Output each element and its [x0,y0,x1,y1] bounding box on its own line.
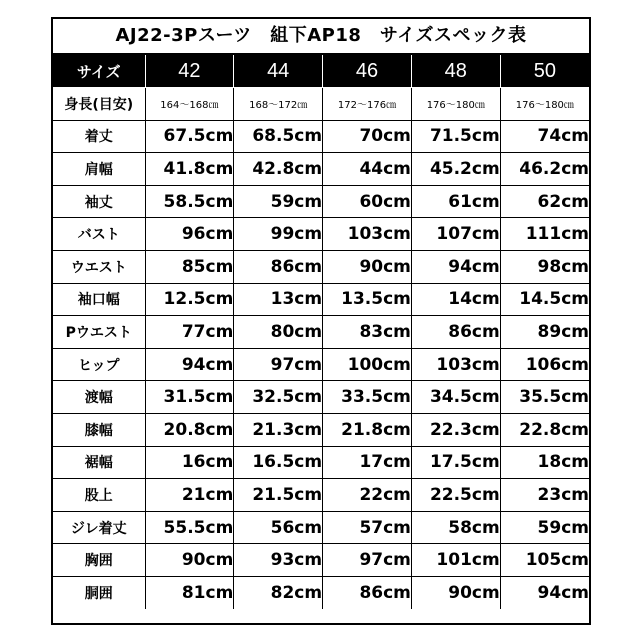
height-cell: 168～172㎝ [234,88,323,121]
measurement-cell: 101cm [411,544,500,577]
table-row [53,185,589,218]
measurement-cell: 20.8cm [145,414,234,447]
measurement-cell: 103cm [411,348,500,381]
measurement-cell: 45.2cm [411,153,500,186]
measurement-cell: 94cm [411,251,500,284]
measurement-cell: 90cm [323,251,412,284]
measurement-cell: 62cm [500,185,589,218]
measurement-cell: 13cm [234,283,323,316]
measurement-cell: 99cm [234,218,323,251]
measurement-cell: 61cm [411,185,500,218]
row-label: ヒップ [53,348,145,381]
measurement-cell: 59cm [500,511,589,544]
measurement-cell: 17.5cm [411,446,500,479]
measurement-cell: 67.5cm [145,120,234,153]
table-row [53,414,589,447]
table-row [53,251,589,284]
size-header-46: 46 [323,55,412,88]
measurement-cell: 105cm [500,544,589,577]
measurement-cell: 44cm [323,153,412,186]
measurement-cell: 34.5cm [411,381,500,414]
measurement-cell: 98cm [500,251,589,284]
measurement-cell: 90cm [145,544,234,577]
size-header-50: 50 [500,55,589,88]
measurement-cell: 41.8cm [145,153,234,186]
height-cell: 176～180㎝ [500,88,589,121]
measurement-cell: 56cm [234,511,323,544]
row-label: Pウエスト [53,316,145,349]
measurement-cell: 68.5cm [234,120,323,153]
measurement-cell: 86cm [323,577,412,610]
measurement-cell: 80cm [234,316,323,349]
measurement-cell: 21.5cm [234,479,323,512]
size-header-42: 42 [145,55,234,88]
table-row [53,479,589,512]
measurement-cell: 97cm [323,544,412,577]
row-label: 身長(目安) [53,88,145,121]
table-row [53,544,589,577]
measurement-cell: 16.5cm [234,446,323,479]
measurement-cell: 59cm [234,185,323,218]
measurement-cell: 93cm [234,544,323,577]
measurement-cell: 14cm [411,283,500,316]
measurement-cell: 71.5cm [411,120,500,153]
row-label: ジレ着丈 [53,511,145,544]
measurement-cell: 97cm [234,348,323,381]
measurement-cell: 83cm [323,316,412,349]
table-row [53,446,589,479]
measurement-cell: 21cm [145,479,234,512]
table-row [53,348,589,381]
measurement-cell: 22cm [323,479,412,512]
measurement-cell: 16cm [145,446,234,479]
row-label: 裾幅 [53,446,145,479]
measurement-cell: 35.5cm [500,381,589,414]
table-row [53,283,589,316]
row-label: 袖丈 [53,185,145,218]
measurement-cell: 58cm [411,511,500,544]
measurement-cell: 85cm [145,251,234,284]
row-label: ウエスト [53,251,145,284]
measurement-cell: 23cm [500,479,589,512]
measurement-cell: 21.3cm [234,414,323,447]
measurement-cell: 57cm [323,511,412,544]
measurement-cell: 90cm [411,577,500,610]
measurement-cell: 70cm [323,120,412,153]
measurement-cell: 12.5cm [145,283,234,316]
height-cell: 172～176㎝ [323,88,412,121]
measurement-cell: 46.2cm [500,153,589,186]
row-label: 着丈 [53,120,145,153]
table-row [53,153,589,186]
measurement-cell: 74cm [500,120,589,153]
size-header-48: 48 [411,55,500,88]
row-label: 肩幅 [53,153,145,186]
measurement-cell: 55.5cm [145,511,234,544]
measurement-cell: 31.5cm [145,381,234,414]
measurement-cell: 96cm [145,218,234,251]
table-row [53,120,589,153]
row-label: 袖口幅 [53,283,145,316]
measurement-cell: 32.5cm [234,381,323,414]
measurement-cell: 22.3cm [411,414,500,447]
measurement-cell: 82cm [234,577,323,610]
table-row [53,381,589,414]
height-cell: 164～168㎝ [145,88,234,121]
table-row [53,316,589,349]
measurement-cell: 81cm [145,577,234,610]
measurement-cell: 17cm [323,446,412,479]
size-spec-table [53,55,589,609]
measurement-cell: 14.5cm [500,283,589,316]
size-header-44: 44 [234,55,323,88]
header-row [53,55,589,88]
table-row [53,577,589,610]
measurement-cell: 86cm [234,251,323,284]
measurement-cell: 89cm [500,316,589,349]
measurement-cell: 58.5cm [145,185,234,218]
measurement-cell: 86cm [411,316,500,349]
measurement-cell: 100cm [323,348,412,381]
table-row [53,511,589,544]
height-cell: 176～180㎝ [411,88,500,121]
size-header-label: サイズ [53,55,145,88]
row-label: 胸囲 [53,544,145,577]
row-label: 膝幅 [53,414,145,447]
measurement-cell: 106cm [500,348,589,381]
row-label: 胴囲 [53,577,145,610]
row-label: 渡幅 [53,381,145,414]
measurement-cell: 21.8cm [323,414,412,447]
measurement-cell: 22.5cm [411,479,500,512]
sheet-title: AJ22-3Pスーツ 組下AP18 サイズスペック表 [53,19,589,55]
size-spec-sheet [51,17,591,625]
measurement-cell: 13.5cm [323,283,412,316]
measurement-cell: 107cm [411,218,500,251]
measurement-cell: 22.8cm [500,414,589,447]
measurement-cell: 42.8cm [234,153,323,186]
measurement-cell: 94cm [145,348,234,381]
measurement-cell: 18cm [500,446,589,479]
table-row [53,218,589,251]
measurement-cell: 94cm [500,577,589,610]
measurement-cell: 111cm [500,218,589,251]
measurement-cell: 77cm [145,316,234,349]
measurement-cell: 103cm [323,218,412,251]
row-label: 股上 [53,479,145,512]
row-label: バスト [53,218,145,251]
height-row [53,88,589,121]
measurement-cell: 60cm [323,185,412,218]
measurement-cell: 33.5cm [323,381,412,414]
